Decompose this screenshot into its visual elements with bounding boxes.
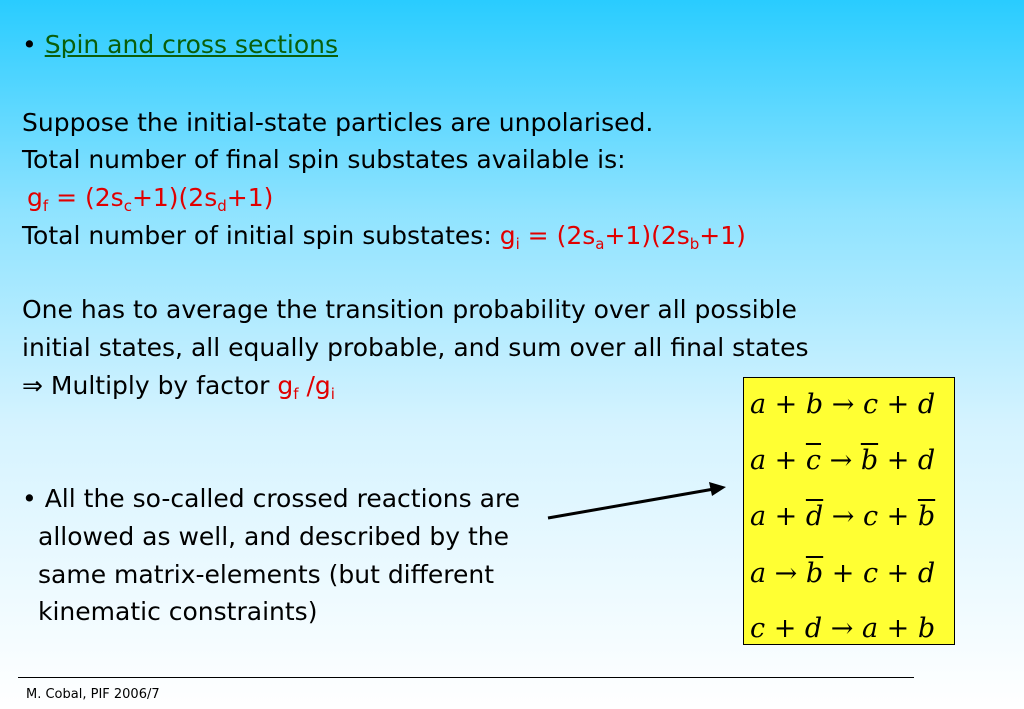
bullet2-line-3: same matrix-elements (but different [38,560,494,589]
text-line-1: Suppose the initial-state particles are unpolarised. [22,108,654,137]
slide-title: Spin and cross sections [44,30,338,59]
bullet2-line-4: kinematic constraints) [38,597,318,626]
factor-formula: $g_f$ $/g_i$ [277,371,335,403]
text-line-2: Total number of final spin substates available is: [22,145,626,174]
bullet2-line-1: • All the so-called crossed reactions are [22,484,521,513]
bullet2-line-2: allowed as well, and described by the [38,522,509,551]
reaction-4: $a \to \overline{b} + c + d$ [750,558,936,589]
text-line-7: ⇒ Multiply by factor $g_f$ $/g_i$ [22,371,335,403]
footer-divider [18,677,914,678]
formula-gi: $g_i = (2s_a+1)(2s_b+1)$ [499,221,746,253]
reaction-1: a + b → c + d [750,389,936,420]
bullet: • [22,30,37,59]
reaction-5: c + d → a + b [750,613,936,644]
text-line-5: One has to average the transition probability over all possible [22,295,797,324]
implies-icon: ⇒ [22,371,43,400]
reaction-2: $a + \overline{c} \to \overline{b} + d$ [750,445,936,476]
text-line-4: Total number of initial spin substates: $g_i = (2s_a+1)(2s_b+1)$ [22,221,746,253]
footer-credit: M. Cobal, PIF 2006/7 [26,687,160,702]
reaction-3: $a + \overline{d} \to c + \overline{b}$ [750,501,936,532]
formula-gf: $g_f = (2s_c+1)(2s_d+1)$ [27,183,274,215]
text-line-6: initial states, all equally probable, and sum over all final states [22,333,809,362]
bullet: • [22,484,37,513]
